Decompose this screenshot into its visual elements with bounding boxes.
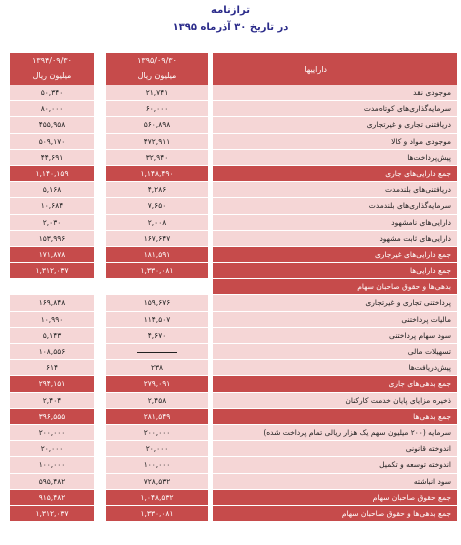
cell-prev-year: ۵۰,۳۴۰ (10, 85, 94, 100)
header-col2-unit: میلیون ریال (32, 71, 72, 80)
table-row (6, 166, 457, 182)
cell-current-year (106, 344, 208, 359)
cell-description: جمع دارایی‌های جاری (213, 166, 457, 181)
cell-description: سرمایه‌گذاری‌های بلندمدت (213, 198, 457, 213)
cell-description: تسهیلات مالی (213, 344, 457, 359)
header-col2-date: ۱۳۹۴/۰۹/۳۰ (32, 56, 72, 65)
cell-prev-year: ۴۵۵,۹۵۸ (10, 117, 94, 132)
table-row (6, 117, 457, 133)
cell-description: جمع دارایی‌های غیرجاری (213, 247, 457, 262)
table-row (6, 182, 457, 198)
cell-description: جمع بدهی‌ها (213, 409, 457, 424)
cell-current-year: ۱,۳۳۰,۰۸۱ (106, 263, 208, 278)
cell-prev-year: ۱۰۸,۵۵۶ (10, 344, 94, 359)
cell-description: موجودی مواد و کالا (213, 134, 457, 149)
cell-prev-year: ۱۷۱,۸۷۸ (10, 247, 94, 262)
cell-description: بدهی‌ها و حقوق صاحبان سهام (213, 279, 457, 294)
empty-value-dash (137, 352, 177, 353)
cell-prev-year: ۱۵۳,۹۹۶ (10, 231, 94, 246)
cell-current-year: ۱,۱۴۸,۴۹۰ (106, 166, 208, 181)
table-row (6, 376, 457, 392)
table-row (6, 312, 457, 328)
table-row (6, 134, 457, 150)
cell-current-year: ۱,۳۳۰,۰۸۱ (106, 506, 208, 521)
cell-current-year: ۶۰,۰۰۰ (106, 101, 208, 116)
cell-description: اندوخته توسعه و تکمیل (213, 457, 457, 472)
cell-description: دارایی‌های ثابت مشهود (213, 231, 457, 246)
cell-prev-year: ۵,۱۴۳ (10, 328, 94, 343)
cell-current-year: ۱۰۰,۰۰۰ (106, 457, 208, 472)
table-row (6, 425, 457, 441)
table-row (6, 360, 457, 376)
table-body (6, 85, 457, 522)
cell-prev-year: ۵۰۹,۱۷۰ (10, 134, 94, 149)
cell-current-year: ۱۶۷,۶۴۷ (106, 231, 208, 246)
cell-current-year: ۱۱۴,۵۰۷ (106, 312, 208, 327)
cell-description: سرمایه (۲۰۰ میلیون سهم یک هزار ریالی تمام پرداخت شده) (213, 425, 457, 440)
header-description (213, 53, 457, 85)
cell-description: سود انباشته (213, 474, 457, 489)
cell-current-year: ۲۳۸ (106, 360, 208, 375)
cell-prev-year: ۱۰,۶۸۴ (10, 198, 94, 213)
header-col-prev-year (10, 53, 94, 85)
table-row (6, 409, 457, 425)
cell-prev-year: ۱,۳۱۲,۰۳۷ (10, 506, 94, 521)
cell-prev-year: ۲۹۴,۱۵۱ (10, 376, 94, 391)
cell-description: دریافتنی تجاری و غیرتجاری (213, 117, 457, 132)
cell-description: جمع دارایی‌ها (213, 263, 457, 278)
table-row (6, 295, 457, 311)
cell-description: جمع بدهی‌ها و حقوق صاحبان سهام (213, 506, 457, 521)
table-row (6, 344, 457, 360)
cell-description: سرمایه‌گذاری‌های کوتاه‌مدت (213, 101, 457, 116)
cell-description: مالیات پرداختنی (213, 312, 457, 327)
table-row (6, 393, 457, 409)
table-header (6, 53, 457, 85)
table-row (6, 490, 457, 506)
table-row (6, 215, 457, 231)
cell-description: موجودی نقد (213, 85, 457, 100)
cell-current-year: ۴,۶۷۰ (106, 328, 208, 343)
cell-current-year: ۱۸۱,۵۹۱ (106, 247, 208, 262)
header-description-label: داراییها (304, 65, 327, 74)
cell-current-year: ۱۵۹,۶۷۶ (106, 295, 208, 310)
cell-prev-year: ۱۰,۹۹۰ (10, 312, 94, 327)
table-row (6, 247, 457, 263)
cell-current-year: ۲۱,۷۴۱ (106, 85, 208, 100)
cell-description: پیش‌پرداخت‌ها (213, 150, 457, 165)
cell-description: جمع بدهی‌های جاری (213, 376, 457, 391)
cell-prev-year: ۸۰,۰۰۰ (10, 101, 94, 116)
cell-description: پرداختنی تجاری و غیرتجاری (213, 295, 457, 310)
header-col1-date: ۱۳۹۵/۰۹/۳۰ (137, 56, 177, 65)
cell-prev-year: ۵۹۵,۴۸۲ (10, 474, 94, 489)
cell-prev-year: ۲۰۰,۰۰۰ (10, 425, 94, 440)
cell-prev-year: ۳۹۶,۵۵۵ (10, 409, 94, 424)
cell-current-year: ۴۷۲,۹۱۱ (106, 134, 208, 149)
table-row (6, 231, 457, 247)
cell-prev-year: ۲,۴۰۴ (10, 393, 94, 408)
cell-description: ذخیره مزایای پایان خدمت کارکنان (213, 393, 457, 408)
cell-description: جمع حقوق صاحبان سهام (213, 490, 457, 505)
page-title: ترازنامه (211, 5, 250, 16)
cell-current-year: ۱,۰۴۸,۵۳۲ (106, 490, 208, 505)
cell-current-year: ۲۸۱,۵۴۹ (106, 409, 208, 424)
table-row (6, 328, 457, 344)
table-row (6, 506, 457, 522)
table-row (6, 263, 457, 279)
cell-description: دارایی‌های نامشهود (213, 215, 457, 230)
cell-current-year (106, 279, 208, 294)
cell-current-year: ۵۶۰,۸۹۸ (106, 117, 208, 132)
cell-description: پیش‌دریافت‌ها (213, 360, 457, 375)
cell-description: دریافتنی‌های بلندمدت (213, 182, 457, 197)
table-row (6, 85, 457, 101)
cell-prev-year: ۵,۱۶۸ (10, 182, 94, 197)
table-row (6, 279, 457, 295)
cell-description: اندوخته قانونی (213, 441, 457, 456)
page-subtitle: در تاریخ ۳۰ آذرماه ۱۳۹۵ (172, 22, 289, 33)
table-row (6, 150, 457, 166)
cell-current-year: ۲,۴۵۸ (106, 393, 208, 408)
cell-current-year: ۲۷۹,۰۹۱ (106, 376, 208, 391)
table-row (6, 441, 457, 457)
cell-current-year: ۲۰۰,۰۰۰ (106, 425, 208, 440)
cell-prev-year: ۹۱۵,۴۸۲ (10, 490, 94, 505)
cell-prev-year: ۱۶۹,۸۴۸ (10, 295, 94, 310)
cell-prev-year: ۶۱۴ (10, 360, 94, 375)
header-col1-unit: میلیون ریال (137, 71, 177, 80)
cell-current-year: ۳۲,۹۴۰ (106, 150, 208, 165)
table-row (6, 198, 457, 214)
cell-prev-year: ۱۰۰,۰۰۰ (10, 457, 94, 472)
cell-prev-year: ۴۴,۶۹۱ (10, 150, 94, 165)
cell-prev-year (10, 279, 94, 294)
cell-current-year: ۲۰,۰۰۰ (106, 441, 208, 456)
table-row (6, 101, 457, 117)
cell-current-year: ۲,۰۰۸ (106, 215, 208, 230)
cell-prev-year: ۲,۰۳۰ (10, 215, 94, 230)
cell-prev-year: ۲۰,۰۰۰ (10, 441, 94, 456)
cell-current-year: ۷,۶۵۰ (106, 198, 208, 213)
cell-prev-year: ۱,۱۴۰,۱۵۹ (10, 166, 94, 181)
balance-sheet-table (6, 53, 457, 522)
table-row (6, 474, 457, 490)
cell-prev-year: ۱,۳۱۲,۰۳۷ (10, 263, 94, 278)
cell-current-year: ۴,۲۸۶ (106, 182, 208, 197)
header-col-current-year (106, 53, 208, 85)
table-row (6, 457, 457, 473)
cell-description: سود سهام پرداختنی (213, 328, 457, 343)
cell-current-year: ۷۲۸,۵۳۲ (106, 474, 208, 489)
